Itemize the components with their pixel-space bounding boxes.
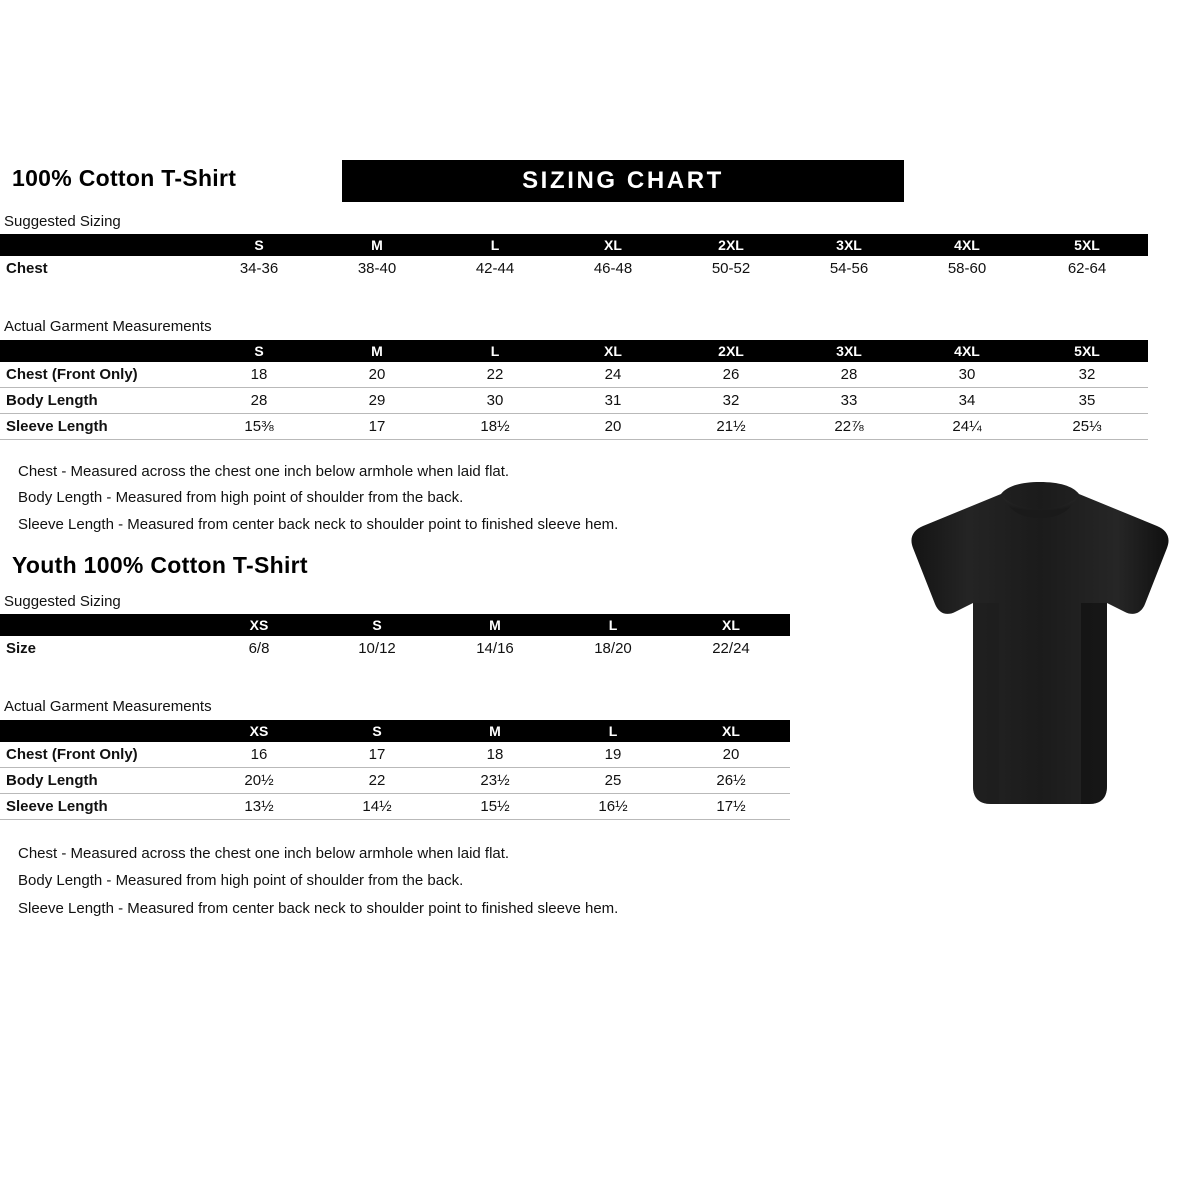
youth-suggested-sizing-table bbox=[0, 614, 790, 661]
cell-value: 34-36 bbox=[239, 260, 279, 277]
header-size: 2XL bbox=[672, 340, 790, 362]
header-corner bbox=[0, 614, 200, 636]
header-size: L bbox=[554, 720, 672, 742]
cell-value: 20 bbox=[554, 414, 672, 440]
header-size: 2XL bbox=[672, 234, 790, 256]
cell-value: 22⅞ bbox=[790, 414, 908, 440]
table-row bbox=[0, 414, 1148, 440]
youth-actual-measurements-table bbox=[0, 720, 790, 820]
cell-value: 17 bbox=[318, 742, 436, 768]
table-row bbox=[0, 768, 790, 794]
header-size: S bbox=[200, 234, 318, 256]
cell-value: 17½ bbox=[672, 794, 790, 820]
table-header-row bbox=[0, 234, 1148, 256]
table-header-row bbox=[0, 614, 790, 636]
table-row bbox=[0, 742, 790, 768]
cell-value: 18 bbox=[200, 362, 318, 388]
cell-value: 24 bbox=[554, 362, 672, 388]
cell-value: 19 bbox=[554, 742, 672, 768]
cell-value: 62-64 bbox=[1067, 260, 1107, 277]
adult-actual-measurements-label: Actual Garment Measurements bbox=[4, 318, 212, 335]
cell-value: 15⅜ bbox=[200, 414, 318, 440]
cell-value: 20 bbox=[318, 362, 436, 388]
row-label: Chest (Front Only) bbox=[0, 742, 200, 768]
cell-value: 20 bbox=[672, 742, 790, 768]
table-header-row bbox=[0, 340, 1148, 362]
cell-value: 50-52 bbox=[711, 260, 751, 277]
header-size: M bbox=[436, 614, 554, 636]
cell-value: 32 bbox=[672, 388, 790, 414]
youth-note-chest: Chest - Measured across the chest one inch below armhole when laid flat. bbox=[18, 845, 510, 862]
youth-suggested-sizing-label: Suggested Sizing bbox=[4, 593, 121, 610]
row-label: Sleeve Length bbox=[0, 414, 200, 440]
cell-value: 15½ bbox=[436, 794, 554, 820]
header-size: XL bbox=[554, 340, 672, 362]
row-label: Body Length bbox=[0, 388, 200, 414]
header-corner bbox=[0, 234, 200, 256]
row-label: Chest (Front Only) bbox=[0, 362, 200, 388]
adult-suggested-sizing-label: Suggested Sizing bbox=[4, 213, 121, 230]
adult-section-title: 100% Cotton T-Shirt bbox=[12, 165, 237, 191]
cell-value: 35 bbox=[1026, 388, 1148, 414]
cell-value: 16½ bbox=[554, 794, 672, 820]
cell-value: 34 bbox=[908, 388, 1026, 414]
sizing-chart-banner-label: SIZING CHART bbox=[522, 167, 724, 194]
header-size: S bbox=[200, 340, 318, 362]
cell-value: 6/8 bbox=[248, 640, 270, 657]
sizing-chart-banner bbox=[342, 160, 904, 202]
cell-value: 18½ bbox=[436, 414, 554, 440]
header-size: 3XL bbox=[790, 340, 908, 362]
table-row bbox=[0, 256, 1148, 281]
header-size: XS bbox=[200, 720, 318, 742]
youth-section-title: Youth 100% Cotton T-Shirt bbox=[12, 552, 308, 578]
cell-value: 16 bbox=[200, 742, 318, 768]
header-size: XL bbox=[672, 614, 790, 636]
cell-value: 29 bbox=[318, 388, 436, 414]
cell-value: 10/12 bbox=[358, 640, 396, 657]
product-image bbox=[895, 480, 1185, 810]
adult-note-chest: Chest - Measured across the chest one inch below armhole when laid flat. bbox=[18, 463, 510, 480]
header-size: L bbox=[436, 234, 554, 256]
row-label: Size bbox=[6, 640, 37, 657]
cell-value: 58-60 bbox=[947, 260, 987, 277]
cell-value: 30 bbox=[908, 362, 1026, 388]
adult-note-sleeve-length: Sleeve Length - Measured from center back neck to shoulder point to finished sleeve hem. bbox=[18, 516, 619, 533]
cell-value: 31 bbox=[554, 388, 672, 414]
cell-value: 33 bbox=[790, 388, 908, 414]
header-size: 4XL bbox=[908, 340, 1026, 362]
youth-note-sleeve-length: Sleeve Length - Measured from center back neck to shoulder point to finished sleeve hem. bbox=[18, 900, 619, 917]
header-size: XS bbox=[200, 614, 318, 636]
header-corner bbox=[0, 340, 200, 362]
cell-value: 14/16 bbox=[476, 640, 514, 657]
cell-value: 32 bbox=[1026, 362, 1148, 388]
cell-value: 24¼ bbox=[908, 414, 1026, 440]
header-corner bbox=[0, 720, 200, 742]
header-size: L bbox=[554, 614, 672, 636]
header-size: S bbox=[318, 720, 436, 742]
table-row bbox=[0, 794, 790, 820]
row-label: Body Length bbox=[0, 768, 200, 794]
cell-value: 54-56 bbox=[829, 260, 869, 277]
header-size: XL bbox=[672, 720, 790, 742]
row-label: Sleeve Length bbox=[0, 794, 200, 820]
cell-value: 22 bbox=[436, 362, 554, 388]
header-size: M bbox=[318, 340, 436, 362]
cell-value: 21½ bbox=[672, 414, 790, 440]
cell-value: 23½ bbox=[436, 768, 554, 794]
cell-value: 17 bbox=[318, 414, 436, 440]
cell-value: 25⅓ bbox=[1026, 414, 1148, 440]
cell-value: 26 bbox=[672, 362, 790, 388]
youth-actual-measurements-label: Actual Garment Measurements bbox=[4, 698, 212, 715]
table-row bbox=[0, 636, 790, 661]
header-size: M bbox=[318, 234, 436, 256]
table-header-row bbox=[0, 720, 790, 742]
adult-note-body-length: Body Length - Measured from high point of shoulder from the back. bbox=[18, 489, 464, 506]
header-size: 5XL bbox=[1026, 234, 1148, 256]
header-size: 3XL bbox=[790, 234, 908, 256]
cell-value: 22/24 bbox=[712, 640, 750, 657]
cell-value: 46-48 bbox=[593, 260, 633, 277]
youth-note-body-length: Body Length - Measured from high point of shoulder from the back. bbox=[18, 872, 464, 889]
cell-value: 14½ bbox=[318, 794, 436, 820]
cell-value: 28 bbox=[200, 388, 318, 414]
header-size: XL bbox=[554, 234, 672, 256]
cell-value: 13½ bbox=[200, 794, 318, 820]
cell-value: 18/20 bbox=[594, 640, 632, 657]
adult-suggested-sizing-table bbox=[0, 234, 1148, 281]
cell-value: 22 bbox=[318, 768, 436, 794]
cell-value: 20½ bbox=[200, 768, 318, 794]
adult-actual-measurements-table bbox=[0, 340, 1148, 440]
cell-value: 25 bbox=[554, 768, 672, 794]
cell-value: 38-40 bbox=[357, 260, 397, 277]
table-row bbox=[0, 388, 1148, 414]
black-t-shirt-icon bbox=[895, 480, 1185, 810]
header-size: M bbox=[436, 720, 554, 742]
header-size: S bbox=[318, 614, 436, 636]
row-label: Chest bbox=[6, 260, 48, 277]
header-size: 5XL bbox=[1026, 340, 1148, 362]
cell-value: 30 bbox=[436, 388, 554, 414]
table-row bbox=[0, 362, 1148, 388]
header-size: 4XL bbox=[908, 234, 1026, 256]
cell-value: 28 bbox=[790, 362, 908, 388]
cell-value: 42-44 bbox=[475, 260, 515, 277]
cell-value: 18 bbox=[436, 742, 554, 768]
cell-value: 26½ bbox=[672, 768, 790, 794]
header-size: L bbox=[436, 340, 554, 362]
